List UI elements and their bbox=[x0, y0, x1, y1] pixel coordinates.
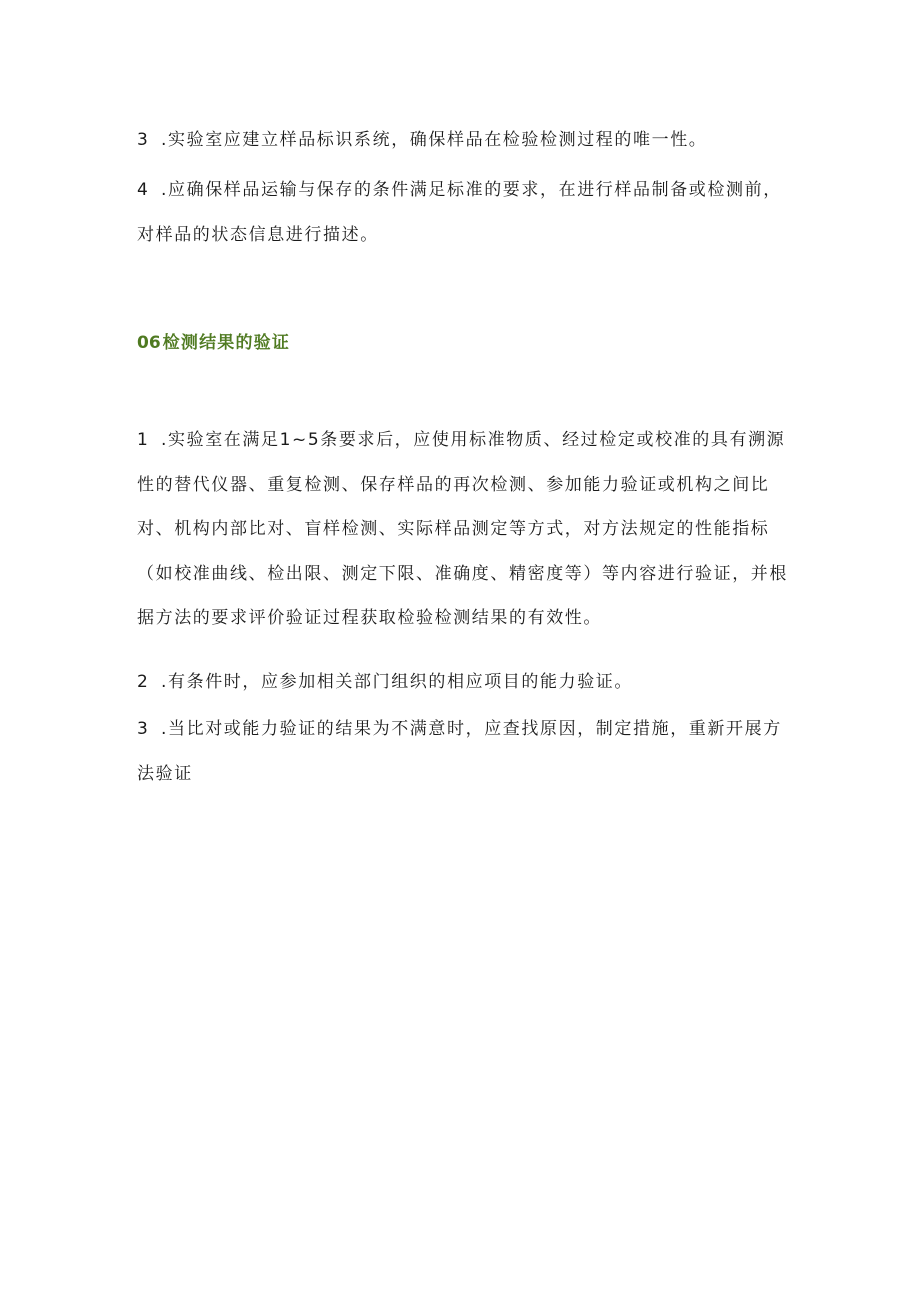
section-heading bbox=[137, 328, 290, 353]
item-number: 4 bbox=[137, 180, 150, 200]
item-text: .有条件时，应参加相关部门组织的相应项目的能力验证。 bbox=[161, 672, 634, 692]
list-item bbox=[137, 168, 797, 257]
item-text: .实验室在满足1~5条要求后，应使用标准物质、经过检定或校准的具有溯源性的替代仪器、重复检测、保存样品的再次检测、参加能力验证或机构之间比对、机构内部比对、盲样检测、实际样品测定等方式，对方法规定的性能指标（如校准曲线、检出限、测定下限、准确度、精密度等）等内容进行验证，并根据方法的要求评价验证过程获取检验检测结果的有效性。 bbox=[137, 430, 788, 628]
list-item bbox=[137, 660, 797, 705]
item-number: 2 bbox=[137, 672, 150, 692]
list-item bbox=[137, 418, 797, 641]
item-number: 1 bbox=[137, 430, 150, 450]
item-text: .应确保样品运输与保存的条件满足标准的要求，在进行样品制备或检测前，对样品的状态信息进行描述。 bbox=[137, 180, 782, 245]
item-text: .实验室应建立样品标识系统，确保样品在检验检测过程的唯一性。 bbox=[161, 130, 708, 150]
item-number: 3 bbox=[137, 130, 150, 150]
list-item bbox=[137, 707, 797, 796]
item-number: 3 bbox=[137, 719, 150, 739]
list-item bbox=[137, 118, 797, 163]
section-title: 检测结果的验证 bbox=[162, 333, 291, 353]
item-text: .当比对或能力验证的结果为不满意时，应查找原因，制定措施，重新开展方法验证 bbox=[137, 719, 782, 784]
section-number: 06 bbox=[137, 333, 161, 353]
